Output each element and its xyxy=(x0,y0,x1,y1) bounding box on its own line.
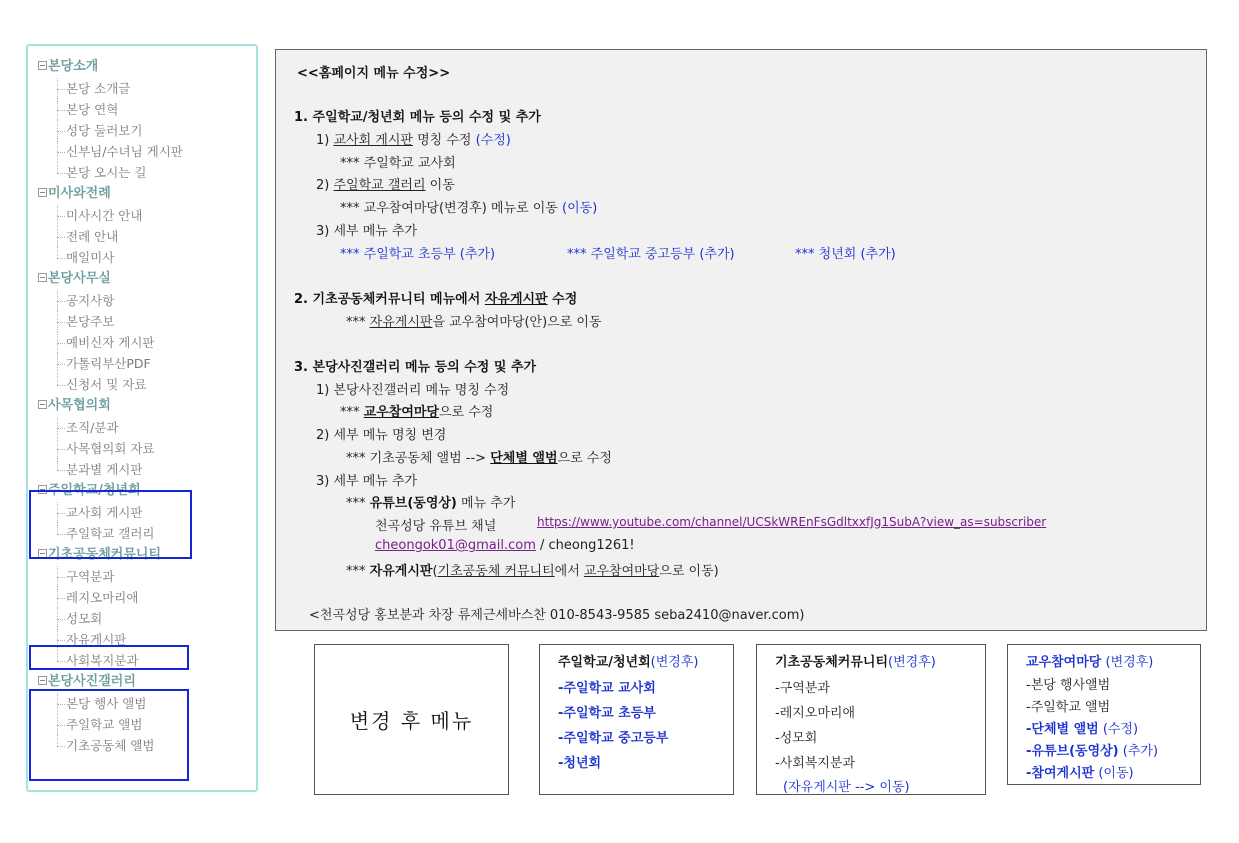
community-note: (자유게시판 --> 이동) xyxy=(783,780,910,795)
s3-youtube-item: *** 유튜브(동영상) 메뉴 추가 xyxy=(346,496,516,511)
youth-box xyxy=(539,644,734,795)
highlight-youth-category xyxy=(29,490,192,559)
s1-item-2: 2) 주일학교 갤러리 이동 xyxy=(316,178,455,193)
s3-item-2: 2) 세부 메뉴 명칭 변경 xyxy=(316,428,447,443)
collapse-minus-icon[interactable] xyxy=(38,400,47,409)
participation-box xyxy=(1007,644,1201,785)
youtube-channel-link[interactable]: https://www.youtube.com/channel/UCSkWREnFsGdltxxfJg1SubA?view_as=subscriber xyxy=(537,515,1047,529)
tree-category-label: 미사와전례 xyxy=(48,186,111,201)
s1-item-3-c: *** 청년회 (추가) xyxy=(795,247,896,262)
tree-category[interactable] xyxy=(28,183,256,205)
participation-box-title: 교우참여마당 (변경후) xyxy=(1026,655,1154,670)
youth-item-teachers: -주일학교 교사회 xyxy=(558,681,656,696)
collapse-minus-icon[interactable] xyxy=(38,188,47,197)
s3-item-1-sub: *** 교우참여마당으로 수정 xyxy=(340,405,494,420)
tree-item[interactable]: 성당 둘러보기 xyxy=(28,120,256,141)
tree-item[interactable]: 구역분과 xyxy=(28,566,256,587)
tree-item[interactable]: 가톨릭부산PDF xyxy=(28,353,256,374)
s1-item-3-a: *** 주일학교 초등부 (추가) xyxy=(340,247,496,262)
menu-change-document xyxy=(275,49,1207,631)
s1-item-1: 1) 교사회 게시판 명칭 수정 (수정) xyxy=(316,133,511,148)
section-3-heading: 3. 본당사진갤러리 메뉴 등의 수정 및 추가 xyxy=(294,360,537,375)
participation-item-board: -참여게시판 (이동) xyxy=(1026,766,1134,781)
community-item-welfare: -사회복지분과 xyxy=(775,756,856,771)
tree-category-label: 본당소개 xyxy=(48,59,99,74)
s3-account-line: cheongok01@gmail.com / cheong1261! xyxy=(375,538,635,553)
tree-item[interactable]: 전례 안내 xyxy=(28,226,256,247)
s1-item-3-b: *** 주일학교 중고등부 (추가) xyxy=(567,247,735,262)
community-box xyxy=(756,644,986,795)
after-menu-box xyxy=(314,644,509,795)
s3-item-1: 1) 본당사진갤러리 메뉴 명칭 수정 xyxy=(316,383,510,398)
email-link[interactable]: cheongok01@gmail.com xyxy=(375,538,536,553)
tree-category[interactable] xyxy=(28,56,256,78)
tree-category-label: 사목협의회 xyxy=(48,398,111,413)
tree-item[interactable]: 공지사항 xyxy=(28,290,256,311)
section-1-heading: 1. 주일학교/청년회 메뉴 등의 수정 및 추가 xyxy=(294,110,541,125)
tree-item[interactable]: 예비신자 게시판 xyxy=(28,332,256,353)
tree-item[interactable]: 신청서 및 자료 xyxy=(28,374,256,395)
community-item-mothers: -성모회 xyxy=(775,731,818,746)
tree-item[interactable]: 미사시간 안내 xyxy=(28,205,256,226)
participation-item-youtube: -유튜브(동영상) (추가) xyxy=(1026,744,1159,759)
tree-item[interactable]: 신부님/수녀님 게시판 xyxy=(28,141,256,162)
community-box-title: 기초공동체커뮤니티(변경후) xyxy=(775,655,936,670)
youth-item-young-adults: -청년회 xyxy=(558,756,602,771)
s1-item-3: 3) 세부 메뉴 추가 xyxy=(316,224,418,239)
community-item-district: -구역분과 xyxy=(775,681,830,696)
tree-category-label: 본당사무실 xyxy=(48,271,111,286)
s1-item-2-sub: *** 교우참여마당(변경후) 메뉴로 이동 (이동) xyxy=(340,201,598,216)
youth-box-title: 주일학교/청년회(변경후) xyxy=(558,655,699,670)
sidebar-tree-menu xyxy=(26,44,258,792)
after-menu-label: 변경 후 메뉴 xyxy=(349,709,474,733)
tree-item[interactable]: 자유게시판 xyxy=(28,629,256,650)
tree-item[interactable]: 본당 연혁 xyxy=(28,99,256,120)
tree-item[interactable]: 성모회 xyxy=(28,608,256,629)
tree-item[interactable]: 레지오마리애 xyxy=(28,587,256,608)
tree-item[interactable]: 사회복지분과 xyxy=(28,650,256,671)
tree-category-label: 주일학교/청년회 xyxy=(48,483,141,498)
section-2-heading: 2. 기초공동체커뮤니티 메뉴에서 자유게시판 수정 xyxy=(294,292,578,307)
s3-item-3: 3) 세부 메뉴 추가 xyxy=(316,474,418,489)
tree-item[interactable]: 본당 오시는 길 xyxy=(28,162,256,183)
tree-item[interactable]: 주일학교 갤러리 xyxy=(28,523,256,544)
tree-category[interactable] xyxy=(28,395,256,417)
document-title: <<홈페이지 메뉴 수정>> xyxy=(297,66,451,81)
tree-item[interactable]: 분과별 게시판 xyxy=(28,459,256,480)
tree-item[interactable]: 본당 행사 앨범 xyxy=(28,693,256,714)
youth-item-elementary: -주일학교 초등부 xyxy=(558,706,656,721)
tree-item[interactable]: 본당주보 xyxy=(28,311,256,332)
tree-item[interactable]: 본당 소개글 xyxy=(28,78,256,99)
participation-item-group-album: -단체별 앨범 (수정) xyxy=(1026,722,1139,737)
tree-item[interactable]: 조직/분과 xyxy=(28,417,256,438)
collapse-minus-icon[interactable] xyxy=(38,273,47,282)
collapse-minus-icon[interactable] xyxy=(38,61,47,70)
s1-item-1-sub: *** 주일학교 교사회 xyxy=(340,156,456,171)
highlight-photo-gallery-category xyxy=(29,689,189,781)
highlight-free-board xyxy=(29,645,189,670)
participation-item-school-album: -주일학교 앨범 xyxy=(1026,700,1111,715)
tree-category-label: 기초공동체커뮤니티 xyxy=(48,547,162,562)
participation-item-events: -본당 행사앨범 xyxy=(1026,678,1111,693)
s3-item-2-sub: *** 기초공동체 앨범 --> 단체별 앨범으로 수정 xyxy=(346,451,612,466)
tree-item[interactable]: 주일학교 앨범 xyxy=(28,714,256,735)
contact-line: <천곡성당 홍보분과 차장 류제근세바스찬 010-8543-9585 seba2410@naver.com) xyxy=(309,608,805,623)
s2-sub: *** 자유게시판을 교우참여마당(안)으로 이동 xyxy=(346,315,602,330)
tree-item[interactable]: 사목협의회 자료 xyxy=(28,438,256,459)
tree-category[interactable] xyxy=(28,268,256,290)
s3-youtube-channel-label: 천곡성당 유튜브 채널 xyxy=(375,519,497,534)
tree-item[interactable]: 기초공동체 앨범 xyxy=(28,735,256,756)
s3-free-board-item: *** 자유게시판(기초공동체 커뮤니티에서 교우참여마당으로 이동) xyxy=(346,564,719,579)
tree-item[interactable]: 교사회 게시판 xyxy=(28,502,256,523)
tree-category-label: 본당사진갤러리 xyxy=(48,674,136,689)
collapse-minus-icon[interactable] xyxy=(38,676,47,685)
youth-item-secondary: -주일학교 중고등부 xyxy=(558,731,669,746)
tree-item[interactable]: 매일미사 xyxy=(28,247,256,268)
community-item-legio: -레지오마리애 xyxy=(775,706,856,721)
